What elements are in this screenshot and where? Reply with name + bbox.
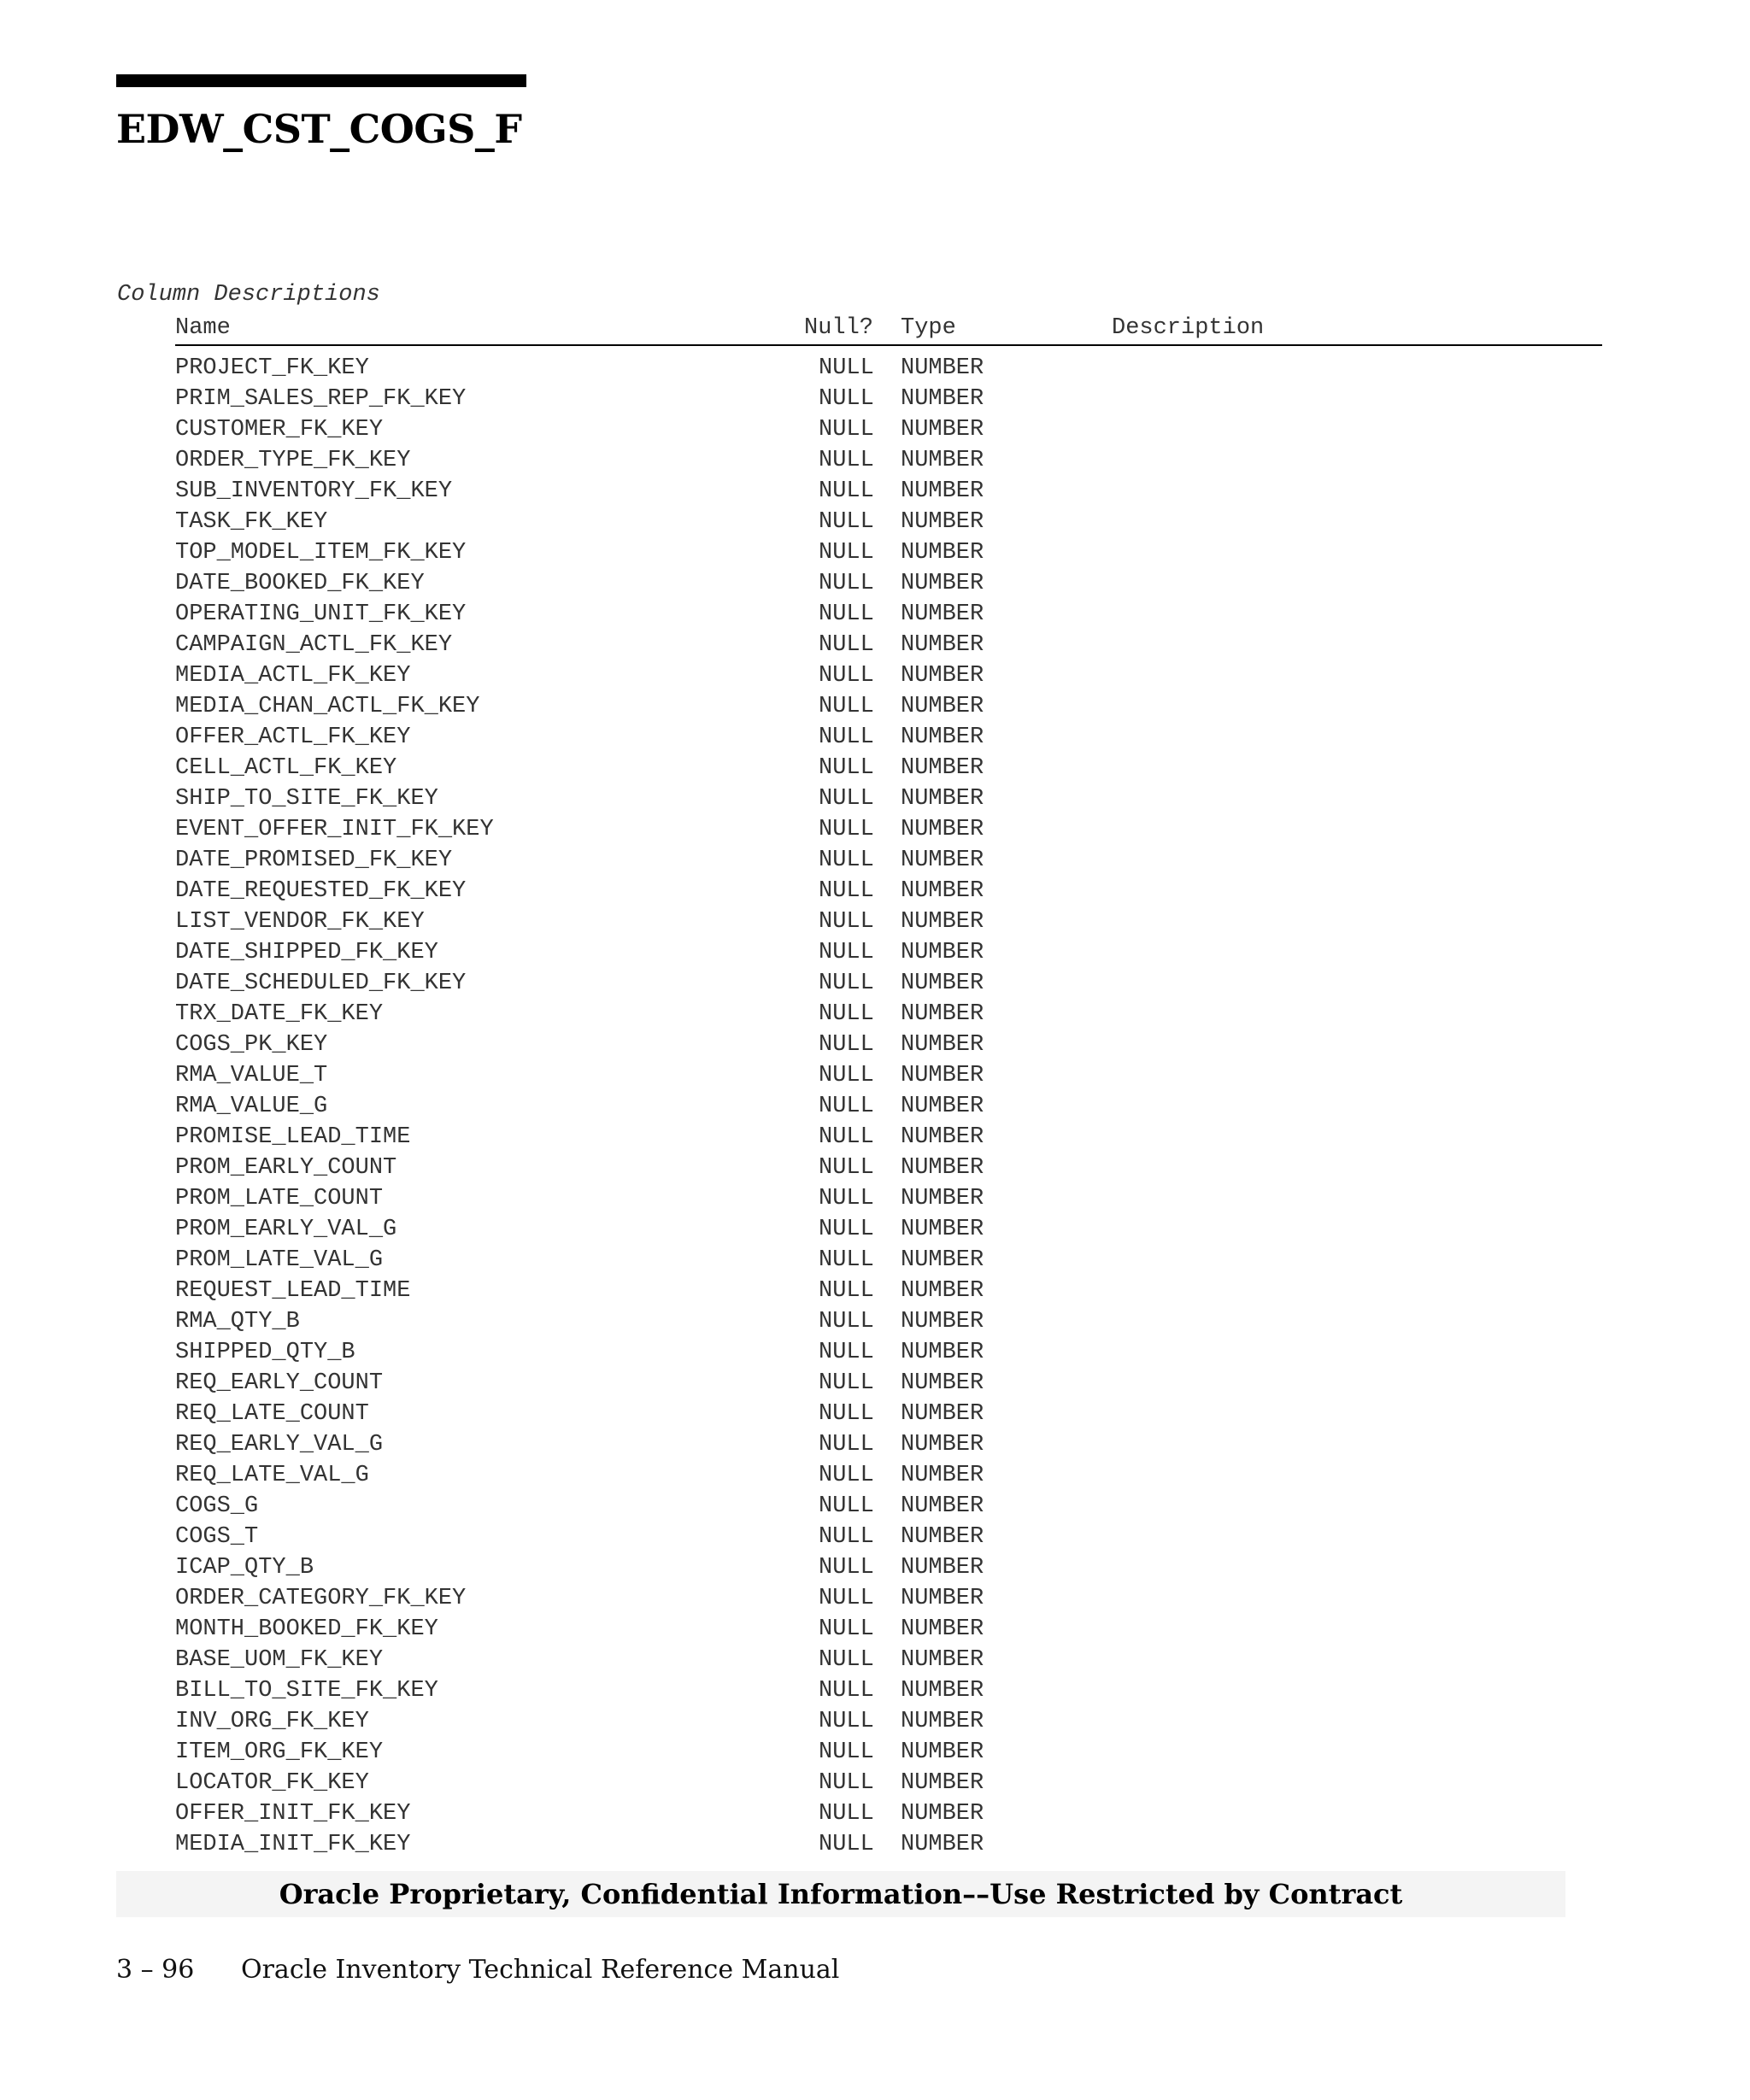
cell-null: NULL [819, 1217, 874, 1242]
cell-name: COGS_G [175, 1493, 259, 1519]
cell-name: RMA_QTY_B [175, 1309, 300, 1334]
table-row [175, 1153, 1602, 1183]
cell-type: NUMBER [901, 1616, 984, 1642]
cell-type: NUMBER [901, 1586, 984, 1611]
cell-type: NUMBER [901, 386, 984, 412]
cell-null: NULL [819, 1739, 874, 1765]
cell-type: NUMBER [901, 601, 984, 627]
cell-null: NULL [819, 478, 874, 504]
cell-null: NULL [819, 571, 874, 596]
cell-null: NULL [819, 509, 874, 535]
cell-name: REQ_LATE_VAL_G [175, 1463, 369, 1488]
column-header-type: Type [901, 315, 956, 341]
table-row [175, 507, 1602, 537]
cell-type: NUMBER [901, 1739, 984, 1765]
cell-name: SUB_INVENTORY_FK_KEY [175, 478, 453, 504]
manual-title: Oracle Inventory Technical Reference Manual [241, 1955, 840, 1985]
title-rule [116, 74, 526, 87]
table-row [175, 1337, 1602, 1368]
table-row [175, 1306, 1602, 1337]
table-row [175, 630, 1602, 660]
cell-null: NULL [819, 386, 874, 412]
column-header-null: Null? [804, 315, 874, 341]
page-title: EDW_CST_COGS_F [116, 106, 522, 152]
cell-type: NUMBER [901, 1155, 984, 1181]
cell-type: NUMBER [901, 1524, 984, 1550]
cell-name: MEDIA_INIT_FK_KEY [175, 1832, 411, 1857]
cell-name: CELL_ACTL_FK_KEY [175, 755, 397, 781]
table-row [175, 1276, 1602, 1306]
cell-name: CUSTOMER_FK_KEY [175, 417, 384, 443]
cell-type: NUMBER [901, 1001, 984, 1027]
cell-type: NUMBER [901, 1709, 984, 1734]
table-row [175, 753, 1602, 783]
cell-name: ORDER_CATEGORY_FK_KEY [175, 1586, 467, 1611]
table-row [175, 906, 1602, 937]
cell-null: NULL [819, 1432, 874, 1458]
cell-type: NUMBER [901, 694, 984, 719]
cell-type: NUMBER [901, 1801, 984, 1827]
table-row [175, 1399, 1602, 1429]
table-row [175, 845, 1602, 876]
cell-null: NULL [819, 417, 874, 443]
cell-name: REQ_EARLY_VAL_G [175, 1432, 384, 1458]
cell-null: NULL [819, 909, 874, 935]
page-number: 3 – 96 [116, 1955, 195, 1985]
table-row [175, 1552, 1602, 1583]
cell-null: NULL [819, 1586, 874, 1611]
table-row [175, 384, 1602, 414]
cell-type: NUMBER [901, 724, 984, 750]
table-row [175, 1091, 1602, 1122]
table-row [175, 537, 1602, 568]
cell-null: NULL [819, 1678, 874, 1704]
cell-type: NUMBER [901, 1309, 984, 1334]
cell-name: ORDER_TYPE_FK_KEY [175, 448, 411, 473]
table-row [175, 1737, 1602, 1768]
table-row [175, 1768, 1602, 1798]
table-row [175, 1429, 1602, 1460]
cell-name: PRIM_SALES_REP_FK_KEY [175, 386, 467, 412]
cell-name: DATE_PROMISED_FK_KEY [175, 848, 453, 873]
cell-type: NUMBER [901, 878, 984, 904]
cell-type: NUMBER [901, 1770, 984, 1796]
cell-type: NUMBER [901, 909, 984, 935]
table-row [175, 445, 1602, 476]
cell-type: NUMBER [901, 355, 984, 381]
cell-null: NULL [819, 724, 874, 750]
cell-type: NUMBER [901, 848, 984, 873]
cell-name: BILL_TO_SITE_FK_KEY [175, 1678, 438, 1704]
cell-null: NULL [819, 1278, 874, 1304]
cell-type: NUMBER [901, 1370, 984, 1396]
table-header [175, 314, 1602, 346]
cell-null: NULL [819, 601, 874, 627]
cell-null: NULL [819, 355, 874, 381]
column-header-name: Name [175, 315, 231, 341]
cell-name: REQ_LATE_COUNT [175, 1401, 369, 1427]
cell-null: NULL [819, 1493, 874, 1519]
table-row [175, 1645, 1602, 1675]
cell-name: SHIP_TO_SITE_FK_KEY [175, 786, 438, 812]
cell-name: RMA_VALUE_G [175, 1094, 328, 1119]
cell-name: TOP_MODEL_ITEM_FK_KEY [175, 540, 467, 566]
cell-name: OFFER_INIT_FK_KEY [175, 1801, 411, 1827]
cell-type: NUMBER [901, 478, 984, 504]
cell-name: TRX_DATE_FK_KEY [175, 1001, 384, 1027]
cell-null: NULL [819, 1524, 874, 1550]
cell-name: ICAP_QTY_B [175, 1555, 314, 1581]
cell-null: NULL [819, 786, 874, 812]
cell-null: NULL [819, 663, 874, 689]
cell-null: NULL [819, 1032, 874, 1058]
cell-type: NUMBER [901, 1094, 984, 1119]
table-row [175, 722, 1602, 753]
cell-type: NUMBER [901, 1832, 984, 1857]
cell-null: NULL [819, 1801, 874, 1827]
table-row [175, 353, 1602, 384]
table-row [175, 1829, 1602, 1860]
cell-type: NUMBER [901, 817, 984, 842]
cell-name: RMA_VALUE_T [175, 1063, 328, 1088]
column-header-description: Description [1112, 315, 1265, 341]
cell-name: PROMISE_LEAD_TIME [175, 1124, 411, 1150]
cell-type: NUMBER [901, 971, 984, 996]
cell-name: OPERATING_UNIT_FK_KEY [175, 601, 467, 627]
cell-name: MEDIA_CHAN_ACTL_FK_KEY [175, 694, 480, 719]
table-row [175, 999, 1602, 1029]
section-label: Column Descriptions [117, 282, 380, 308]
cell-type: NUMBER [901, 1217, 984, 1242]
cell-type: NUMBER [901, 786, 984, 812]
cell-null: NULL [819, 1647, 874, 1673]
cell-name: SHIPPED_QTY_B [175, 1340, 355, 1365]
cell-null: NULL [819, 1555, 874, 1581]
cell-name: DATE_BOOKED_FK_KEY [175, 571, 425, 596]
table-row [175, 568, 1602, 599]
cell-null: NULL [819, 1063, 874, 1088]
cell-name: LOCATOR_FK_KEY [175, 1770, 369, 1796]
cell-name: LIST_VENDOR_FK_KEY [175, 909, 425, 935]
cell-null: NULL [819, 848, 874, 873]
table-row [175, 1460, 1602, 1491]
cell-name: COGS_PK_KEY [175, 1032, 328, 1058]
cell-type: NUMBER [901, 1032, 984, 1058]
cell-null: NULL [819, 1309, 874, 1334]
cell-name: CAMPAIGN_ACTL_FK_KEY [175, 632, 453, 658]
cell-type: NUMBER [901, 1124, 984, 1150]
cell-name: REQUEST_LEAD_TIME [175, 1278, 411, 1304]
confidential-notice: Oracle Proprietary, Confidential Information––Use Restricted by Contract [116, 1871, 1565, 1917]
cell-type: NUMBER [901, 1463, 984, 1488]
table-row [175, 1245, 1602, 1276]
page-footer [116, 1955, 839, 1985]
table-row [175, 1798, 1602, 1829]
cell-type: NUMBER [901, 940, 984, 965]
table-row [175, 1183, 1602, 1214]
cell-type: NUMBER [901, 1432, 984, 1458]
table-row [175, 414, 1602, 445]
cell-null: NULL [819, 1247, 874, 1273]
cell-null: NULL [819, 540, 874, 566]
cell-null: NULL [819, 1463, 874, 1488]
cell-null: NULL [819, 1616, 874, 1642]
cell-null: NULL [819, 878, 874, 904]
cell-null: NULL [819, 1370, 874, 1396]
table-row [175, 1522, 1602, 1552]
table-row [175, 783, 1602, 814]
cell-null: NULL [819, 1340, 874, 1365]
table-row [175, 1583, 1602, 1614]
cell-null: NULL [819, 694, 874, 719]
cell-name: PROM_EARLY_COUNT [175, 1155, 397, 1181]
cell-null: NULL [819, 1832, 874, 1857]
cell-name: PROM_LATE_VAL_G [175, 1247, 384, 1273]
table-row [175, 814, 1602, 845]
cell-type: NUMBER [901, 417, 984, 443]
cell-type: NUMBER [901, 540, 984, 566]
cell-type: NUMBER [901, 448, 984, 473]
cell-name: PROM_EARLY_VAL_G [175, 1217, 397, 1242]
cell-name: MONTH_BOOKED_FK_KEY [175, 1616, 438, 1642]
cell-type: NUMBER [901, 1401, 984, 1427]
cell-null: NULL [819, 755, 874, 781]
cell-name: REQ_EARLY_COUNT [175, 1370, 384, 1396]
cell-type: NUMBER [901, 1340, 984, 1365]
cell-null: NULL [819, 1770, 874, 1796]
cell-type: NUMBER [901, 632, 984, 658]
cell-type: NUMBER [901, 663, 984, 689]
cell-null: NULL [819, 632, 874, 658]
cell-null: NULL [819, 1001, 874, 1027]
cell-type: NUMBER [901, 509, 984, 535]
cell-null: NULL [819, 448, 874, 473]
cell-null: NULL [819, 817, 874, 842]
cell-null: NULL [819, 1155, 874, 1181]
cell-name: PROM_LATE_COUNT [175, 1186, 384, 1211]
cell-name: DATE_REQUESTED_FK_KEY [175, 878, 467, 904]
table-row [175, 1029, 1602, 1060]
table-row [175, 1060, 1602, 1091]
table-row [175, 599, 1602, 630]
table-row [175, 1706, 1602, 1737]
cell-null: NULL [819, 971, 874, 996]
column-table-body [175, 353, 1602, 1860]
cell-type: NUMBER [901, 1247, 984, 1273]
table-row [175, 1368, 1602, 1399]
table-row [175, 1491, 1602, 1522]
cell-null: NULL [819, 1401, 874, 1427]
cell-name: DATE_SHIPPED_FK_KEY [175, 940, 438, 965]
cell-name: MEDIA_ACTL_FK_KEY [175, 663, 411, 689]
cell-type: NUMBER [901, 1647, 984, 1673]
cell-null: NULL [819, 1124, 874, 1150]
cell-type: NUMBER [901, 1063, 984, 1088]
table-row [175, 1122, 1602, 1153]
table-row [175, 1614, 1602, 1645]
table-row [175, 968, 1602, 999]
cell-name: OFFER_ACTL_FK_KEY [175, 724, 411, 750]
cell-name: TASK_FK_KEY [175, 509, 328, 535]
table-row [175, 660, 1602, 691]
cell-type: NUMBER [901, 1678, 984, 1704]
cell-name: ITEM_ORG_FK_KEY [175, 1739, 384, 1765]
table-row [175, 691, 1602, 722]
cell-type: NUMBER [901, 1493, 984, 1519]
cell-null: NULL [819, 940, 874, 965]
cell-type: NUMBER [901, 755, 984, 781]
cell-name: BASE_UOM_FK_KEY [175, 1647, 384, 1673]
cell-null: NULL [819, 1186, 874, 1211]
cell-type: NUMBER [901, 1555, 984, 1581]
table-row [175, 1214, 1602, 1245]
cell-name: COGS_T [175, 1524, 259, 1550]
cell-name: INV_ORG_FK_KEY [175, 1709, 369, 1734]
cell-name: EVENT_OFFER_INIT_FK_KEY [175, 817, 494, 842]
table-row [175, 1675, 1602, 1706]
cell-type: NUMBER [901, 1278, 984, 1304]
cell-name: DATE_SCHEDULED_FK_KEY [175, 971, 467, 996]
cell-null: NULL [819, 1709, 874, 1734]
table-row [175, 476, 1602, 507]
cell-type: NUMBER [901, 571, 984, 596]
table-row [175, 937, 1602, 968]
cell-type: NUMBER [901, 1186, 984, 1211]
table-row [175, 876, 1602, 906]
cell-null: NULL [819, 1094, 874, 1119]
cell-name: PROJECT_FK_KEY [175, 355, 369, 381]
